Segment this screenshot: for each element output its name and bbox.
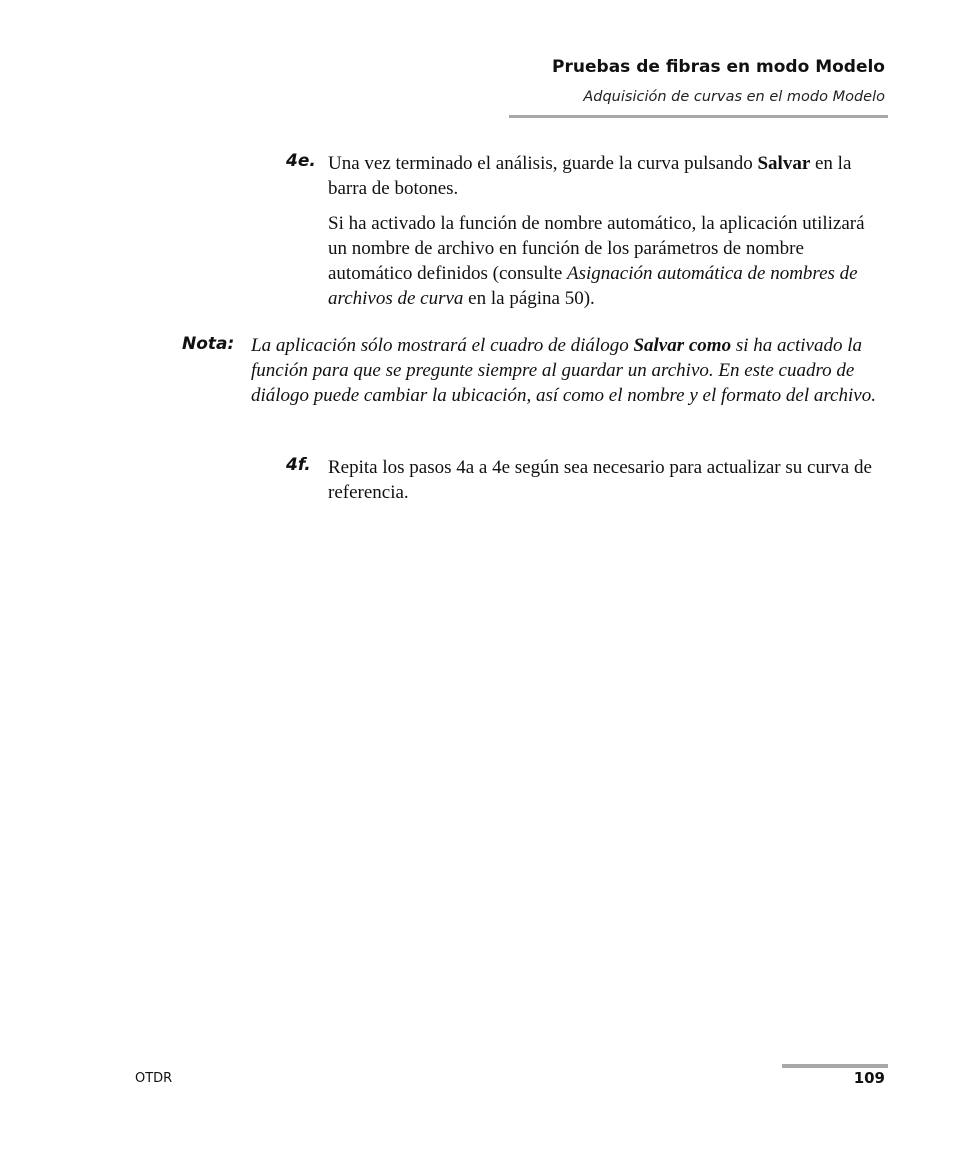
note-body [251, 333, 891, 408]
save-as-dialog-reference: Salvar como [633, 335, 732, 356]
note-label: Nota: [182, 334, 235, 354]
running-header-subtitle: Adquisición de curvas en el modo Modelo [583, 89, 885, 105]
step-body [328, 151, 888, 311]
step-paragraph [328, 151, 888, 201]
step-text: en la barra de botones. [328, 153, 852, 199]
step-label: 4e. [286, 151, 316, 171]
step-paragraph [328, 211, 888, 311]
cross-reference: Asignación automática de nombres de archivos de curva [328, 263, 858, 309]
header-divider [509, 115, 888, 118]
step-4e [286, 151, 896, 321]
note-text: La aplicación sólo mostrará el cuadro de diálogo [251, 335, 634, 356]
note-block [182, 333, 892, 408]
step-paragraph: Repita los pasos 4a a 4e según sea necesario para actualizar su curva de referencia. [328, 457, 872, 503]
footer-product-name: OTDR [135, 1071, 173, 1086]
running-header-title: Pruebas de fibras en modo Modelo [552, 57, 885, 77]
step-text: Una vez terminado el análisis, guarde la curva pulsando [328, 153, 758, 174]
step-text: en la página 50). [463, 288, 595, 309]
footer-divider [782, 1064, 888, 1068]
step-text: Si ha activado la función de nombre automático, la aplicación utilizará un nombre de archivo en función de los parámetros de nombre automático definidos (consulte [328, 213, 865, 284]
step-4f [286, 455, 896, 515]
page-number: 109 [853, 1069, 885, 1087]
step-body [328, 455, 888, 505]
save-button-reference: Salvar [757, 153, 811, 174]
step-label: 4f. [286, 455, 311, 475]
note-text: si ha activado la función para que se pregunte siempre al guardar un archivo. En este cuadro de diálogo puede cambiar la ubicación, así como el nombre y el formato del archivo. [251, 335, 876, 406]
